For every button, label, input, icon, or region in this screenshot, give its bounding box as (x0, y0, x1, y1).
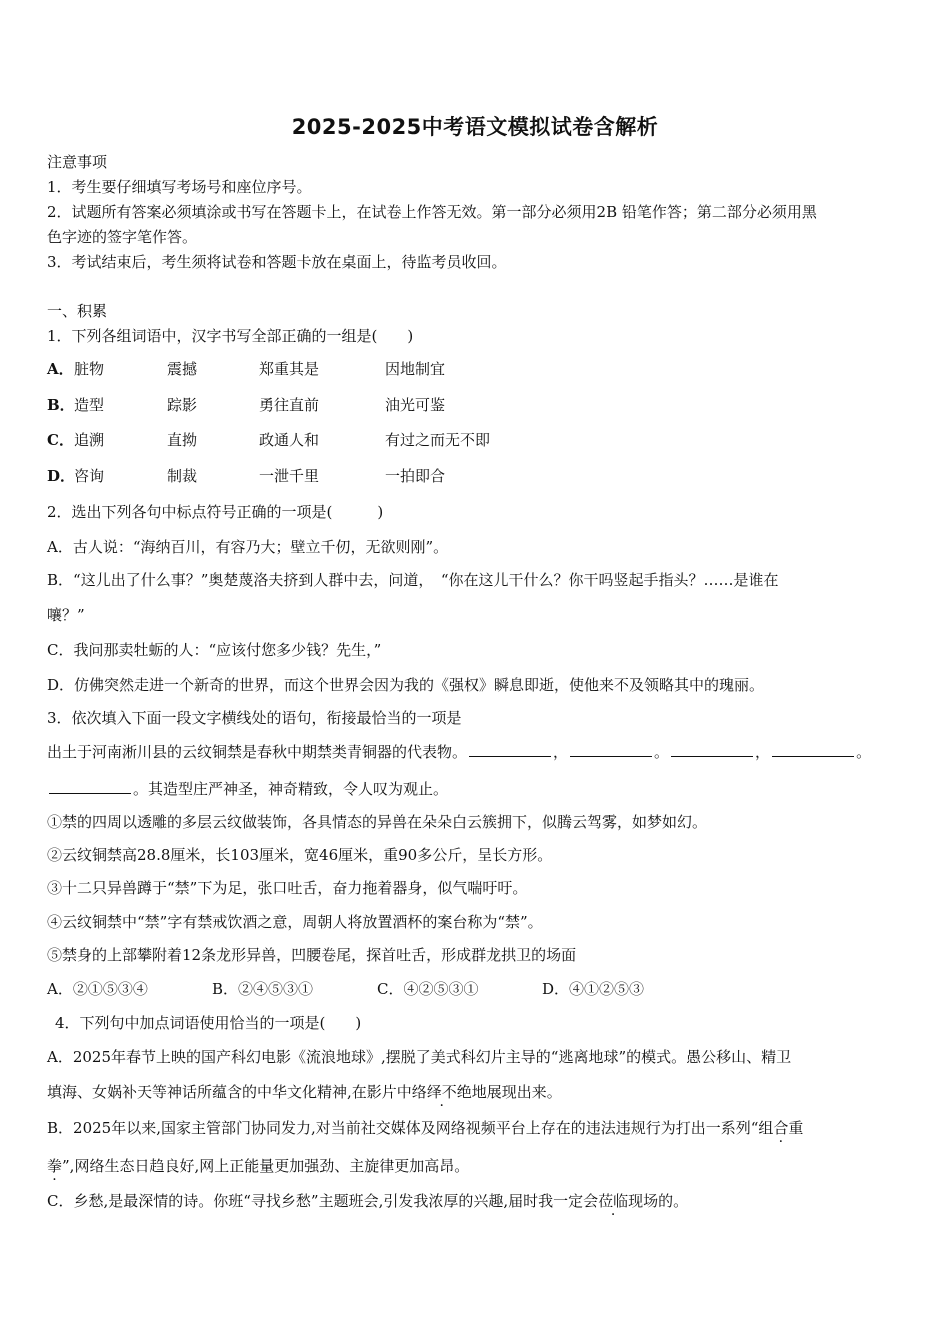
q2-option-a: A．古人说：“海纳百川，有容乃大；壁立千仞，无欲则刚”。 (47, 538, 449, 556)
choice-c: C．④②⑤③① (377, 980, 479, 998)
passage-text: 。其造型庄严神圣，神奇精致，令人叹为观止。 (133, 780, 449, 798)
text: C．乡愁,是最深情的诗。你班“寻找乡愁”主题班会,引发我浓厚的兴趣,届时我一定会 (47, 1192, 599, 1210)
option-word: 政通人和 (259, 431, 320, 449)
option-word: 追溯 (74, 431, 105, 449)
option-word: 踪影 (167, 396, 198, 414)
exam-title: 2025-2025中考语文模拟试卷含解析 (291, 115, 659, 139)
text: 地展现出来。 (471, 1083, 562, 1101)
dotted-phrase: 络绎不绝 (411, 1083, 472, 1101)
q4-option-c (47, 1191, 688, 1211)
fill-blank[interactable] (49, 779, 131, 794)
dotted-phrase: 拳 (47, 1157, 63, 1175)
fill-blank[interactable] (772, 742, 854, 757)
section-heading: 一、积累 (47, 302, 108, 320)
punct: ， (755, 743, 771, 761)
q2-option-c: C．我问那卖牡蛎的人：“应该付您多少钱？先生，” (47, 641, 382, 659)
punct: ， (553, 743, 569, 761)
choice-b: B．②④⑤③① (212, 980, 314, 998)
question-2-stem: 2．选出下列各句中标点符号正确的一项是( ) (47, 503, 384, 521)
question-1-stem: 1．下列各组词语中，汉字书写全部正确的一组是( ) (47, 327, 414, 345)
question-4-stem: 4．下列句中加点词语使用恰当的一项是( ) (55, 1014, 362, 1032)
q2-option-b: B．“这儿出了什么事？”奥楚蔑洛夫挤到人群中去，问道， “你在这儿干什么？你干吗竖起手指头？……是谁在 (47, 571, 779, 589)
option-label: D． (47, 467, 76, 485)
option-word: 脏物 (74, 360, 105, 378)
dotted-phrase: 莅临 (598, 1192, 629, 1210)
q4-option-b-cont (47, 1156, 469, 1176)
notice-item: 1．考生要仔细填写考场号和座位序号。 (47, 178, 312, 196)
text: 现场的。 (628, 1192, 689, 1210)
q4-option-a: A．2025年春节上映的国产科幻电影《流浪地球》,摆脱了美式科幻片主导的“逃离地球”的模式。愚公移山、精卫 (47, 1048, 792, 1066)
option-word: 造型 (74, 396, 105, 414)
option-word: 直拗 (167, 431, 198, 449)
passage-text: 出土于河南淅川县的云纹铜禁是春秋中期禁类青铜器的代表物。 (47, 743, 468, 761)
q2-option-b-cont: 嚷？” (47, 606, 85, 624)
q3-sentence: ③十二只异兽蹲于“禁”下为足，张口吐舌，奋力拖着器身，似气喘吁吁。 (47, 879, 528, 897)
choice-d: D．④①②⑤③ (542, 980, 645, 998)
q4-option-b (47, 1118, 803, 1138)
notice-item: 3．考试结束后，考生须将试卷和答题卡放在桌面上，待监考员收回。 (47, 253, 507, 271)
notice-item: 2．试题所有答案必须填涂或书写在答题卡上，在试卷上作答无效。第一部分必须用2B 铅笔作答；第二部分必须用黑 (47, 203, 817, 221)
q3-sentence: ①禁的四周以透雕的多层云纹做装饰，各具情态的异兽在朵朵白云簇拥下，似腾云驾雾，如梦如幻。 (47, 813, 708, 831)
option-word: 制裁 (167, 467, 198, 485)
option-word: 因地制宜 (385, 360, 446, 378)
punct: 。 (654, 743, 670, 761)
option-label: A． (47, 360, 74, 378)
option-word: 勇往直前 (259, 396, 320, 414)
notice-item: 色字迹的签字笔作答。 (47, 228, 198, 246)
fill-blank[interactable] (671, 742, 753, 757)
fill-blank[interactable] (469, 742, 551, 757)
option-word: 油光可鉴 (385, 396, 446, 414)
dotted-phrase: 组合重 (758, 1119, 804, 1137)
option-word: 震撼 (167, 360, 198, 378)
option-word: 郑重其是 (259, 360, 320, 378)
option-word: 有过之而无不即 (385, 431, 491, 449)
option-word: 一泄千里 (259, 467, 320, 485)
text: ”,网络生态日趋良好,网上正能量更加强劲、主旋律更加高昂。 (62, 1157, 470, 1175)
q4-option-a-cont (47, 1082, 562, 1102)
q3-sentence: ②云纹铜禁高28.8厘米，长103厘米，宽46厘米，重90多公斤，呈长方形。 (47, 846, 553, 864)
option-word: 一拍即合 (385, 467, 446, 485)
q3-passage-cont (47, 779, 448, 799)
question-3-stem: 3．依次填入下面一段文字横线处的语句，衔接最恰当的一项是 (47, 709, 462, 727)
q2-option-d: D．仿佛突然走进一个新奇的世界，而这个世界会因为我的《强权》瞬息即逝，使他来不及领略其中的瑰丽。 (47, 676, 765, 694)
option-label: C． (47, 431, 74, 449)
notice-heading: 注意事项 (47, 153, 108, 171)
fill-blank[interactable] (570, 742, 652, 757)
q3-sentence: ④云纹铜禁中“禁”字有禁戒饮酒之意，周朝人将放置酒杯的案台称为“禁”。 (47, 913, 543, 931)
choice-a: A．②①⑤③④ (47, 980, 148, 998)
text: B．2025年以来,国家主管部门协同发力,对当前社交媒体及网络视频平台上存在的违法违规行为打出一系列“ (47, 1119, 759, 1137)
text: 填海、女娲补天等神话所蕴含的中华文化精神,在影片中 (47, 1083, 412, 1101)
punct: 。 (856, 743, 872, 761)
option-label: B． (47, 396, 75, 414)
q3-sentence: ⑤禁身的上部攀附着12条龙形异兽，凹腰卷尾，探首吐舌，形成群龙拱卫的场面 (47, 946, 577, 964)
q3-passage (47, 742, 871, 762)
option-word: 咨询 (74, 467, 105, 485)
